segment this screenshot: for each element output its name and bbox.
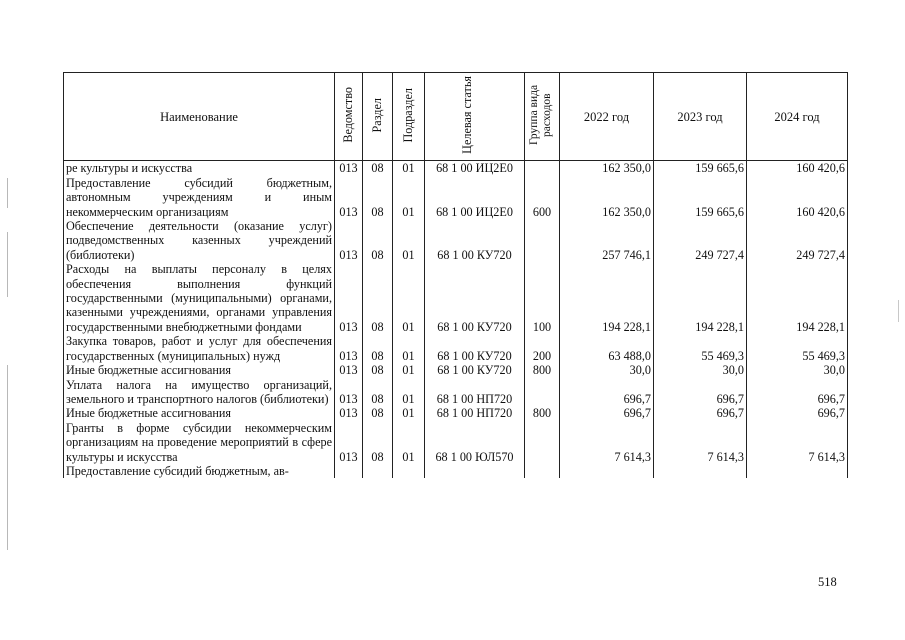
row-section: 08 (363, 378, 393, 407)
row-group (525, 464, 560, 478)
row-group (525, 421, 560, 464)
row-2023: 7 614,3 (654, 421, 747, 464)
row-section: 08 (363, 161, 393, 176)
header-target: Целевая статья (425, 73, 525, 161)
row-2022: 30,0 (560, 363, 654, 377)
row-dept: 013 (335, 363, 363, 377)
row-2023: 696,7 (654, 378, 747, 407)
row-2022 (560, 464, 654, 478)
table-row (64, 406, 848, 420)
row-subsection: 01 (393, 363, 425, 377)
row-2022: 257 746,1 (560, 219, 654, 262)
row-subsection: 01 (393, 161, 425, 176)
row-2024: 30,0 (747, 363, 848, 377)
row-2023: 194 228,1 (654, 262, 747, 334)
table-row (64, 219, 848, 262)
table-row (64, 334, 848, 363)
row-section: 08 (363, 421, 393, 464)
row-2024: 194 228,1 (747, 262, 848, 334)
row-name: Гранты в форме субсидии некоммерческим организациям на проведение мероприятий в сфере культуры и искусства (64, 421, 335, 464)
row-group: 200 (525, 334, 560, 363)
row-2022: 162 350,0 (560, 176, 654, 219)
row-2023: 696,7 (654, 406, 747, 420)
table-row (64, 161, 848, 176)
row-subsection: 01 (393, 421, 425, 464)
table-row (64, 363, 848, 377)
row-dept: 013 (335, 176, 363, 219)
row-dept (335, 464, 363, 478)
row-target: 68 1 00 КУ720 (425, 219, 525, 262)
table-row (64, 262, 848, 334)
row-dept: 013 (335, 421, 363, 464)
row-subsection (393, 464, 425, 478)
row-2024 (747, 464, 848, 478)
scan-edge-mark (898, 300, 899, 322)
table-row (64, 176, 848, 219)
row-name: Расходы на выплаты персоналу в целях обеспечения выполнения функций государственными (муниципальными) органами, казенными учреждениями, органами управления государственными внебюджетными фондами (64, 262, 335, 334)
row-section: 08 (363, 334, 393, 363)
row-target: 68 1 00 КУ720 (425, 363, 525, 377)
row-group: 100 (525, 262, 560, 334)
row-section: 08 (363, 219, 393, 262)
row-group: 800 (525, 406, 560, 420)
row-2022: 63 488,0 (560, 334, 654, 363)
budget-table (63, 72, 848, 478)
row-group (525, 161, 560, 176)
header-row (64, 73, 848, 161)
row-dept: 013 (335, 219, 363, 262)
row-2024: 696,7 (747, 378, 848, 407)
row-2024: 55 469,3 (747, 334, 848, 363)
row-2024: 160 420,6 (747, 176, 848, 219)
header-2022: 2022 год (560, 73, 654, 161)
row-2023: 30,0 (654, 363, 747, 377)
row-group: 600 (525, 176, 560, 219)
row-subsection: 01 (393, 176, 425, 219)
row-target: 68 1 00 КУ720 (425, 262, 525, 334)
row-dept: 013 (335, 334, 363, 363)
table-row (64, 464, 848, 478)
row-2023: 159 665,6 (654, 161, 747, 176)
header-section: Раздел (363, 73, 393, 161)
row-name: Иные бюджетные ассигнования (64, 406, 335, 420)
row-dept: 013 (335, 262, 363, 334)
row-group (525, 378, 560, 407)
row-target: 68 1 00 НП720 (425, 378, 525, 407)
row-2024: 7 614,3 (747, 421, 848, 464)
row-section: 08 (363, 176, 393, 219)
row-section: 08 (363, 262, 393, 334)
row-subsection: 01 (393, 378, 425, 407)
row-group: 800 (525, 363, 560, 377)
row-dept: 013 (335, 406, 363, 420)
row-section (363, 464, 393, 478)
row-name: Иные бюджетные ассигнования (64, 363, 335, 377)
row-target: 68 1 00 ЮЛ570 (425, 421, 525, 464)
header-dept: Ведомство (335, 73, 363, 161)
row-2024: 249 727,4 (747, 219, 848, 262)
row-2022: 696,7 (560, 406, 654, 420)
row-2024: 696,7 (747, 406, 848, 420)
header-expense-group: Группа вида расходов (525, 73, 560, 161)
table-row (64, 378, 848, 407)
header-name: Наименование (64, 73, 335, 161)
page-number: 518 (818, 575, 837, 589)
row-2023 (654, 464, 747, 478)
row-2022: 7 614,3 (560, 421, 654, 464)
row-target: 68 1 00 ИЦ2Е0 (425, 161, 525, 176)
header-2024: 2024 год (747, 73, 848, 161)
row-name: Предоставление субсидий бюджетным, ав- (64, 464, 335, 478)
scan-edge-mark (7, 232, 8, 297)
row-target: 68 1 00 НП720 (425, 406, 525, 420)
row-subsection: 01 (393, 262, 425, 334)
row-subsection: 01 (393, 334, 425, 363)
row-target (425, 464, 525, 478)
row-2022: 162 350,0 (560, 161, 654, 176)
row-section: 08 (363, 363, 393, 377)
scan-edge-mark (7, 178, 8, 208)
row-2023: 159 665,6 (654, 176, 747, 219)
row-dept: 013 (335, 161, 363, 176)
header-subsection: Подраздел (393, 73, 425, 161)
table-row (64, 421, 848, 464)
row-target: 68 1 00 КУ720 (425, 334, 525, 363)
row-name: Обеспечение деятельности (оказание услуг) подведомственных казенных учреждений (библиотеки) (64, 219, 335, 262)
row-subsection: 01 (393, 219, 425, 262)
row-name: Предоставление субсидий бюджетным, автономным учреждениям и иным некоммерческим организациям (64, 176, 335, 219)
row-2022: 194 228,1 (560, 262, 654, 334)
row-name: ре культуры и искусства (64, 161, 335, 176)
row-name: Закупка товаров, работ и услуг для обеспечения государственных (муниципальных) нужд (64, 334, 335, 363)
row-2022: 696,7 (560, 378, 654, 407)
row-target: 68 1 00 ИЦ2Е0 (425, 176, 525, 219)
row-2024: 160 420,6 (747, 161, 848, 176)
row-name: Уплата налога на имущество организаций, земельного и транспортного налогов (библиотеки) (64, 378, 335, 407)
row-group (525, 219, 560, 262)
row-subsection: 01 (393, 406, 425, 420)
scan-edge-mark (7, 365, 8, 550)
header-2023: 2023 год (654, 73, 747, 161)
row-section: 08 (363, 406, 393, 420)
row-2023: 55 469,3 (654, 334, 747, 363)
row-2023: 249 727,4 (654, 219, 747, 262)
row-dept: 013 (335, 378, 363, 407)
